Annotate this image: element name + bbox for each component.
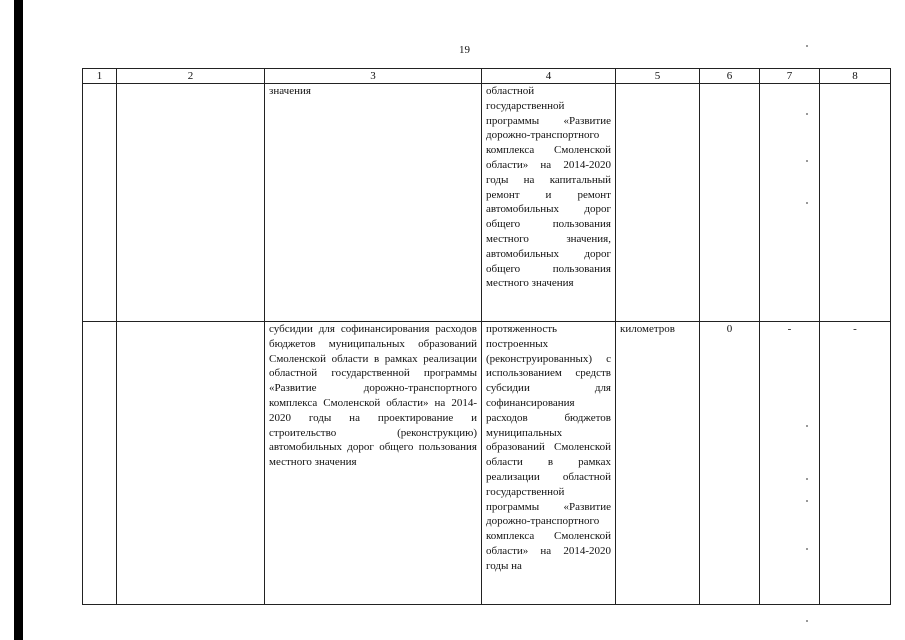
column-header: 3 bbox=[265, 69, 482, 84]
table-cell: протяженность построенных (реконструированных) с использованием средств субсидии для софинансирования расходов бюджетов муниципальных образований Смоленской области в рамках реализации областной государственной программы «Развитие дорожно-транспортного комплекса Смоленской области» на 2014-2020 годы на bbox=[482, 322, 616, 605]
scan-speck bbox=[806, 500, 808, 502]
table-cell: значения bbox=[265, 84, 482, 322]
table-cell bbox=[616, 84, 700, 322]
page-number: 19 bbox=[459, 44, 470, 56]
column-header: 5 bbox=[616, 69, 700, 84]
scan-speck bbox=[806, 620, 808, 622]
scan-speck bbox=[806, 202, 808, 204]
table-cell: 0 bbox=[700, 322, 760, 605]
table-row bbox=[83, 322, 891, 605]
column-header: 6 bbox=[700, 69, 760, 84]
table-row bbox=[83, 84, 891, 322]
table-cell bbox=[820, 84, 891, 322]
table-cell bbox=[700, 84, 760, 322]
table-cell bbox=[117, 322, 265, 605]
table-cell: километров bbox=[616, 322, 700, 605]
indicators-table bbox=[82, 68, 891, 605]
table-cell bbox=[760, 84, 820, 322]
table-cell: - bbox=[820, 322, 891, 605]
table-cell bbox=[83, 84, 117, 322]
table-cell bbox=[117, 84, 265, 322]
table-cell: областной государственной программы «Развитие дорожно-транспортного комплекса Смоленской области» на 2014-2020 годы на капитальный ремонт и ремонт автомобильных дорог общего пользования местного значения, автомобильных дорог общего пользования местного значения bbox=[482, 84, 616, 322]
column-header: 7 bbox=[760, 69, 820, 84]
column-header: 8 bbox=[820, 69, 891, 84]
scan-left-edge-bar bbox=[14, 0, 23, 640]
scan-speck bbox=[806, 160, 808, 162]
table-cell bbox=[83, 322, 117, 605]
column-header: 2 bbox=[117, 69, 265, 84]
scan-speck bbox=[806, 45, 808, 47]
scan-speck bbox=[806, 478, 808, 480]
scan-speck bbox=[806, 113, 808, 115]
table-cell: - bbox=[760, 322, 820, 605]
table-header-row bbox=[83, 69, 891, 84]
scan-speck bbox=[806, 548, 808, 550]
column-header: 4 bbox=[482, 69, 616, 84]
column-header: 1 bbox=[83, 69, 117, 84]
table-cell: субсидии для софинансирования расходов бюджетов муниципальных образований Смоленской области в рамках реализации областной государственной программы «Развитие дорожно-транспортного комплекса Смоленской области» на 2014-2020 годы на проектирование и строительство (реконструкцию) автомобильных дорог общего пользования местного значения bbox=[265, 322, 482, 605]
scan-speck bbox=[806, 425, 808, 427]
